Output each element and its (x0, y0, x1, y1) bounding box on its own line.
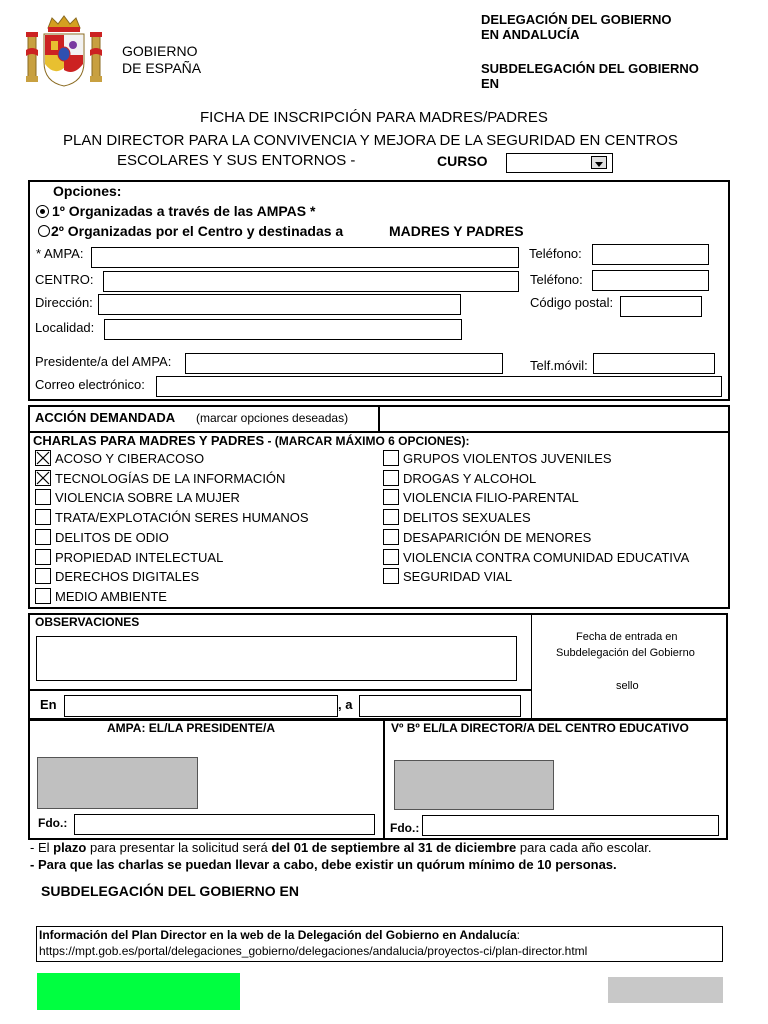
localidad-field[interactable] (104, 319, 462, 340)
charla-left-checkbox[interactable] (35, 568, 51, 584)
charla-left-checkbox[interactable] (35, 470, 51, 486)
option1-label: 1º Organizadas a través de las AMPAS * (52, 203, 316, 219)
radio-dot-icon (40, 209, 45, 214)
localidad-label: Localidad: (35, 320, 95, 335)
a-label: , a (338, 697, 353, 712)
charla-right-label: VIOLENCIA FILIO-PARENTAL (403, 490, 579, 506)
check-x-icon (36, 471, 50, 485)
sello-label: sello (616, 680, 639, 692)
direccion-field[interactable] (98, 294, 461, 315)
option2-radio[interactable] (38, 225, 50, 237)
curso-label: CURSO (437, 153, 488, 169)
charla-right-label: VIOLENCIA CONTRA COMUNIDAD EDUCATIVA (403, 549, 690, 565)
plazo-note-c: para presentar la solicitud será (86, 840, 272, 855)
charla-right-checkbox[interactable] (383, 529, 399, 545)
telefono1-label: Teléfono: (529, 246, 582, 261)
subdelegacion-line2: EN (481, 76, 500, 91)
fdo-ampa-label: Fdo.: (38, 816, 68, 830)
chevron-down-icon[interactable] (591, 156, 607, 169)
coat-of-arms-icon (24, 14, 104, 88)
codigo-postal-label: Código postal: (530, 295, 614, 310)
charla-left-label: DELITOS DE ODIO (55, 529, 169, 545)
form-title: FICHA DE INSCRIPCIÓN PARA MADRES/PADRES (200, 109, 548, 126)
charla-right-label: SEGURIDAD VIAL (403, 569, 513, 585)
charla-right-checkbox[interactable] (383, 489, 399, 505)
info-title (39, 928, 520, 942)
quorum-note: - Para que las charlas se puedan llevar a cabo, debe existir un quórum mínimo de 10 personas. (30, 857, 617, 872)
codigo-postal-field[interactable] (620, 296, 702, 317)
director-signature-image (394, 760, 554, 810)
observaciones-col-divider (531, 613, 532, 720)
charla-left-checkbox[interactable] (35, 549, 51, 565)
observaciones-title: OBSERVACIONES (35, 615, 140, 629)
correo-label: Correo electrónico: (35, 377, 145, 392)
footer-subdelegacion: SUBDELEGACIÓN DEL GOBIERNO EN (41, 883, 299, 899)
plazo-note (30, 840, 651, 855)
observaciones-en-divider (28, 689, 532, 691)
option2-label: 2º Organizadas por el Centro y destinadas a (51, 223, 344, 239)
opciones-heading: Opciones: (53, 183, 122, 199)
charlas-heading (33, 433, 469, 448)
direccion-label: Dirección: (35, 295, 93, 310)
fdo-director-label: Fdo.: (390, 821, 420, 835)
director-firma-title: Vº Bº EL/LA DIRECTOR/A DEL CENTRO EDUCATIVO (391, 721, 689, 735)
fecha-entrada-line1: Fecha de entrada en (576, 631, 678, 643)
delegacion-line2: EN ANDALUCÍA (481, 27, 580, 42)
telefono1-field[interactable] (592, 244, 709, 265)
telf-movil-field[interactable] (593, 353, 715, 374)
plazo-note-a: - El (30, 840, 54, 855)
charla-left-label: MEDIO AMBIENTE (55, 588, 167, 604)
option1-radio[interactable] (36, 205, 49, 218)
accion-col-divider (378, 405, 380, 432)
ampa-signature-image (37, 757, 198, 809)
firmas-col-divider (383, 719, 385, 840)
charla-right-checkbox[interactable] (383, 470, 399, 486)
charla-right-label: DELITOS SEXUALES (403, 510, 531, 526)
subdelegacion-line1: SUBDELEGACIÓN DEL GOBIERNO (481, 61, 699, 76)
charlas-heading-note: - (MARCAR MÁXIMO 6 OPCIONES): (264, 434, 470, 448)
charlas-heading-main: CHARLAS PARA MADRES Y PADRES (33, 433, 265, 448)
plan-title-line1: PLAN DIRECTOR PARA LA CONVIVENCIA Y MEJORA DE LA SEGURIDAD EN CENTROS (63, 132, 678, 149)
charla-left-label: VIOLENCIA SOBRE LA MUJER (55, 490, 240, 506)
charla-left-checkbox[interactable] (35, 529, 51, 545)
gray-button[interactable] (608, 977, 723, 1003)
charla-right-label: DROGAS Y ALCOHOL (403, 470, 537, 486)
delegacion-line1: DELEGACIÓN DEL GOBIERNO (481, 12, 672, 27)
accion-title: ACCIÓN DEMANDADA (35, 410, 176, 425)
charla-right-checkbox[interactable] (383, 450, 399, 466)
plazo-note-e: para cada año escolar. (516, 840, 652, 855)
observaciones-field[interactable] (36, 636, 517, 681)
info-url-link[interactable]: https://mpt.gob.es/portal/delegaciones_gobierno/delegaciones/andalucia/proyectos-ci/plan-director.html (39, 944, 588, 958)
correo-field[interactable] (156, 376, 722, 397)
plazo-note-b: plazo (53, 840, 87, 855)
telefono2-field[interactable] (592, 270, 709, 291)
charla-left-label: DERECHOS DIGITALES (55, 569, 200, 585)
centro-field[interactable] (103, 271, 519, 292)
charla-left-label: PROPIEDAD INTELECTUAL (55, 549, 224, 565)
charla-left-checkbox[interactable] (35, 509, 51, 525)
en-field[interactable] (64, 695, 338, 717)
ampa-firma-title: AMPA: EL/LA PRESIDENTE/A (107, 721, 276, 735)
info-title-text: Información del Plan Director en la web de la Delegación del Gobierno en Andalucía (39, 928, 517, 942)
charla-right-label: GRUPOS VIOLENTOS JUVENILES (403, 451, 612, 466)
centro-label: CENTRO: (35, 272, 94, 287)
charla-left-checkbox[interactable] (35, 588, 51, 604)
charla-left-checkbox[interactable] (35, 450, 51, 466)
fdo-director-field[interactable] (422, 815, 719, 836)
fdo-ampa-field[interactable] (74, 814, 375, 835)
presidente-field[interactable] (185, 353, 503, 374)
fecha-entrada-line2: Subdelegación del Gobierno (556, 647, 695, 659)
info-title-colon: : (516, 928, 521, 942)
green-button[interactable] (37, 973, 240, 1010)
charla-left-label: ACOSO Y CIBERACOSO (55, 451, 205, 466)
presidente-label: Presidente/a del AMPA: (35, 354, 172, 369)
curso-select[interactable] (506, 153, 613, 173)
charla-left-label: TECNOLOGÍAS DE LA INFORMACIÓN (55, 470, 286, 486)
check-x-icon (36, 451, 50, 465)
charla-right-checkbox[interactable] (383, 509, 399, 525)
charla-left-checkbox[interactable] (35, 489, 51, 505)
telefono2-label: Teléfono: (530, 272, 583, 287)
plan-title-line2: ESCOLARES Y SUS ENTORNOS - (117, 152, 356, 169)
ampa-label: * AMPA: (36, 246, 84, 261)
fecha-field[interactable] (359, 695, 521, 717)
charla-left-label: TRATA/EXPLOTACIÓN SERES HUMANOS (55, 510, 309, 526)
ampa-field[interactable] (91, 247, 519, 268)
option2-target: MADRES Y PADRES (389, 223, 524, 239)
charla-right-checkbox[interactable] (383, 549, 399, 565)
accion-note: (marcar opciones deseadas) (196, 411, 349, 425)
en-label: En (40, 697, 57, 712)
plazo-note-d: del 01 de septiembre al 31 de diciembre (271, 840, 517, 855)
charla-right-checkbox[interactable] (383, 568, 399, 584)
gov-line2: DE ESPAÑA (122, 60, 202, 76)
telf-movil-label: Telf.móvil: (530, 358, 588, 373)
charla-right-label: DESAPARICIÓN DE MENORES (403, 529, 592, 545)
gov-line1: GOBIERNO (122, 43, 198, 59)
